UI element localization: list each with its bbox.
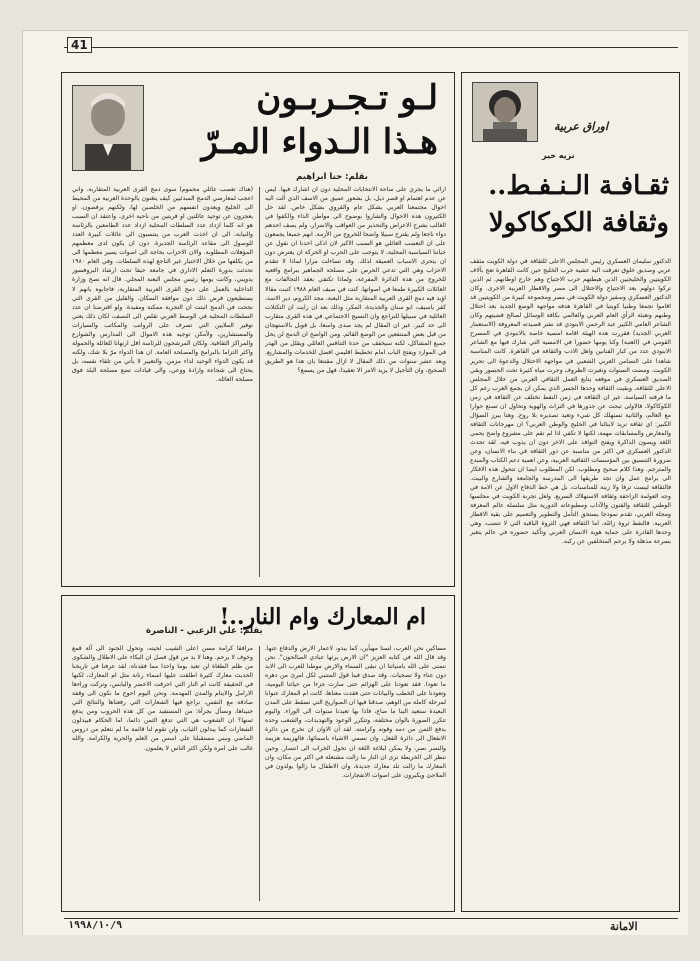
top-article-col-left: (هناك تعصب عائلي محموم) سوى دمج القرى العربية المتقاربة. واني اعجب لمعارضي الدمج المبدئيين كيف يتغنون بالوحدة العربية من المحيط الى الخليج ويعدون انفسهم من الخلصين لها، ولكنهم يرفضون، او يعجزون عن توحيد عائلتين او قريتين من ناحية اخرى. واعتقد ان السبب هو انه كلما ازداد عدد السلطات المحلية ازداد عدد الطامعين بالرئاسة والنيابة، الى ان اخذت العرب من ينتسبون الى عائلات كبيرة العدد للوصول الى مقاعد الرئاسة الجديرة. دون ان يكون لدى معظمهم المؤهلات المطلوبة. والان الاحزاب بحاجة الى اصوات يسير معظمها الى من يكلفها من خلال الاختيار غير الناجع لهذه السلطات. وفي العام ١٩٨٠ تحدثت بدورة التعلم الاداري في جامعة حيفا تحت ارشاد البروفسور يدويني، وكانت يومها رئيس مجلس البعنة المحلي. قال انه نصح وزارة الداخلية بالعمل على دمج القرى العربية المتقاربة، فاجابوه بانهم لا يستطيعون فرض ذلك دون موافقة السكان. والقليل من القرى التي نجحت في الدمج اثبتت ان التجربة ممكنة ومفيدة. ولو افترضنا ان عدد السلطات المحلية في الوسط العربي تقلص الى النصف، لكان ذلك يعني توفير الملايين التي تصرف على الرواتب والمكاتب والسيارات والمستشارين، ولأمكن توجيه هذه الاموال الى المدارس والشوارع والمراكز الثقافية. ولكان المرشحون للرئاسة اقل ارتهانا للعائلة والحمولة واكثر التزاما بالبرامج والمصلحة العامة. ان هذا الدواء مرّ بلا شك، ولكنه قد يكون الدواء الوحيد لداء مزمن. والتغيير لا يأتي من تلقاء نفسه، بل يحتاج الى شجاعة وارادة ووعي، والى قيادات تضع مصلحة البلد فوق مصلحة العائلة. xyxy=(72,186,253,383)
column-divider xyxy=(259,187,260,577)
top-article-col-right: ارائي ما يجري على ساحة الانتخابات المحلية دون ان اشارك فيها. ليس عن عدم اهتمام او قصر ذيل، بل بشعور عميق من الاسف الذي آلت اليه احوال مجتمعنا العربي بشكل عام والقروي بشكل خاص. لقد حل الكثيرون هذه الاحوال والشاروا بوضوح الى مواطن الداء والكفوا في الغالب بشرح الاعراض والتحذير من العواقب والاضرار، ولم يصف احدهم دواء ناجعا ولم يقترح سبيلا واضحا للخروج من الأزمة. انهم جميعا يجمعون على ان التعصب العائلي هو السبب الاكبر لان اذكى احدنا ان نقول عن حياتنا السياسية المحلية، لا يتوجب على الحزب او الحركة ان يعترض دون ان يتحرى الاسباب العميقة لذلك. وقد تساءلت مرارا لماذا لا تتقدم الاحزاب وهي التي تدعي الحرص على مصلحة الجماهير ببرامج واقعية للخروج من هذه الدائرة المفرغة، ولماذا تكتفي بعقد التحالفات مع العائلات الكبيرة طمعا في اصواتها. كنت في صيف العام ١٩٨٨ كتبت مقالا اؤيد فيه دمج القرى العربية المتقاربة مثل البعنة، مجد الكروم، دير الاسد، كفر ياسيف، ابو سنان والجديدة، المكر، وذلك بعد ان رايت ان التكتلات العائلية في سبيلها للتراجع وان النسيج الاجتماعي في هذه القرى متقارب الى حد كبير. غير ان المقال لم يجد صدى واسعا، بل قوبل بالاستهجان من قبل بعض المنتفعين من الوضع القائم. ومن الواضح ان الدمج لن يحل جميع المشاكل، لكنه سيخفف من حدة التنافس العائلي ويقلل من الهدر في الموارد ويفتح الباب امام تخطيط اقليمي افضل للخدمات والمشاريع. وبعد عشر سنوات من ذلك المقال لا ازال مقتنعا بان هذا هو الطريق الصحيح، وان التأجيل لا يزيد الامر الا تعقيدا، فهل من يسمع؟ xyxy=(265,186,446,374)
portrait-icon xyxy=(73,86,143,170)
column-author: نزيه خير xyxy=(542,151,575,160)
section-label: اوراق عربية xyxy=(554,120,609,133)
top-headline-line2: هـذا الـدواء المـرّ xyxy=(201,122,438,162)
author-photo-right xyxy=(472,82,538,142)
column-article-box xyxy=(461,72,680,912)
bottom-article-col-left: مرافقا كرامة مسن اعلى الشيب لحيته، وتحول الجنود الى آلة قمع وخوف لا يرحم. وهنا لا بد من قول فصل ان البكاء على الاطلال والشكوى من ظلم الطغاة لن تعيد يوما واحدا مما فقدناه. لقد عرفنا في تاريخنا الحديث معارك كثيرة اطلقت عليها اسماء رنانة مثل ام المعارك، لكنها في الحقيقة كانت ام النار التي احرقت الاخضر واليابس، وتركت وراءها الارامل والايتام والمدن المهدمة. ونحن اليوم احوج ما نكون الى وقفة صادقة مع النفس، نراجع فيها الشعارات التي رفعناها والنتائج التي جنيناها، ونسأل بجرأة: من المستفيد من كل هذه الحروب ومن يدفع ثمنها؟ ان الشعوب هي التي تدفع الثمن دائما، اما الحكام فيبدلون الشعارات كما يبدلون الثياب. ولن تقوم لنا قائمة ما لم نتعلم من دروس الماضي ونبني مستقبلنا على اسس من العلم والحرية والكرامة. والله غالب على امره ولكن اكثر الناس لا يعلمون. xyxy=(72,645,253,752)
top-byline: بقلم: حنا ابراهيم xyxy=(296,172,368,182)
top-headline-line1: لـو تـجـربـون xyxy=(256,78,438,118)
issue-date: ١٩٩٨/١٠/٩ xyxy=(68,920,123,931)
bottom-headline: ام المعارك وام النار..! xyxy=(219,604,426,630)
bottom-byline: بقلم: علي الزعبي - الناصرة xyxy=(146,626,263,636)
publication-logo: الامانة xyxy=(610,920,638,933)
bottom-article-col-right: مساكين نحن العرب، لسنا مهيأين، كما يبدو، لاعمار الارض والدفاع عنها. وقد قال الله في كتابه العزيز "ان الارض يرثها عبادي الصالحون". نحن نتمنى على الله بامنياتنا ان تبقى السماء والارض موطنا للعرب الى الابد دون عناء ولا تضحيات. وقد صدق فينا قول المتنبي لكل امرئ من دهره ما تعودا. فقد تعودنا على الهزائم حتى صارت جزءا من حياتنا اليومية، وتعودنا على الخطب والبيانات حتى فقدت معناها. كانت ام المعارك عنوانا لمرحلة كاملة من الوهم، صدقنا فيها ان الصواريخ التي تسقط على المدن البعيدة ستعيد الينا ما ضاع، فاذا بها تعيدنا سنوات الى الوراء. واليوم تتكرر الصورة بالوان مختلفة، وتتكرر الوعود والتهديدات، والشعب وحده يدفع الثمن من دمه وقوته وكرامته. لقد آن الاوان ان نخرج من دائرة الانفعال الى دائرة الفعل، وان نسمي الاشياء باسمائها، فالهزيمة هزيمة والنصر نصر، ولا يمكن لبلاغة اللغة ان تحول الخراب الى انتصار. وحين ننظر الى الخريطة نرى ان النار ما زالت مشتعلة في اكثر من مكان، وان المعارك ما زالت تلد معارك جديدة، وان الاطفال ما زالوا يولدون في الملاجئ ويكبرون على اصوات الانفجارات. xyxy=(265,645,446,779)
top-rule xyxy=(64,47,678,48)
author-photo-top xyxy=(72,85,144,171)
page-number: 41 xyxy=(67,37,92,53)
top-article-box xyxy=(61,72,455,587)
portrait-icon xyxy=(473,83,537,141)
column-body: الدكتور سليمان العسكري رئيس المجلس الاعلى للثقافة في دولة الكويت مثقف عربي وصديق خلوق تعرفت اليه عشية حرب الخليج حين كانت القاهرة تعج بآلاف الكويتيين والخليجيين الذين هبطتهم حرب الاجتياح وهم خارج اوطانهم. ثم الذين تركوا دولهم بعد الاجتياح والاحتلال الى مصر والاقطار العربية الاخرى. وكان الدكتور العسكري وسفير دولة الكويت في مصر ومجموعة كبيرة من الكويتيين قد اقاموا تجمعا وطنيا كويتيا في القاهرة هدفه مواجهة الوضع الجديد بعد احتلال وطنهم وتعبئة الرأي العام العربي والعالمي بكافة الوسائل لصالح قضيتهم وكان الشاعر العامي الكبير عبد الرحمن الابنودي قد نشر قصيدته المعروفة (الاستعمار العربي الجديد) فقررت هذه الهيئة اقامة امسية خاصة بالابنودي في المسرح القومي في (العتبة) وكنا يومها حضورا في الامسية التي شارك فيها مع الشاعر الابنودي عدد من كبار الفنانين واهل الادب والثقافة في القاهرة. كانت المناسبة شاهدا على التضامن العربي الشعبي في مواجهة الاحتلال والدعوة الى تحرير الكويت. ومضت السنوات وتغيرت الظروف وجرت مياه كثيرة تحت الجسور وبقي الصديق العسكري في موقعه يتابع العمل الثقافي العربي من خلال المجلس الاعلى للثقافة، وبقيت الثقافة وحدها الجسر الذي يمكن ان يجمع العرب رغم كل ما فرقته السياسة. غير ان الثقافة في زمن النفط تختلف عن الثقافة في زمن الكوكاكولا، فالاولى تبحث عن جذورها في التراث والهوية وتحاول ان تصنع حوارا مع العالم، والثانية تستهلك كل شيء وتعيد تصديره بلا روح. وهنا يبرز السؤال الكبير: اي ثقافة نريد لابنائنا في الخليج والوطن العربي؟ ان مهرجانات الثقافة والمعارض والمسابقات مهمة، لكنها لا تكفي اذا لم تقم على مشروع واضح يحمي اللغة ويصون الذاكرة ويفتح النوافذ على الاخر دون ان يذوب فيه. لقد تحدث الدكتور العسكري في اكثر من مناسبة عن دور الثقافة في بناء الانسان، وعن ضرورة التنسيق بين المؤسسات الثقافية العربية، وعن اهمية دعم الكتاب والمبدع والمترجم. وهذا كلام صحيح ومطلوب. لكن المطلوب ايضا ان تتحول هذه الافكار الى برامج عمل وان تجد طريقها الى المدرسة والجامعة والشارع والبيت. فالثقافة ليست ترفا ولا زينة للمناسبات، بل هي خط الدفاع الاول عن الامة في وجه العولمة الزاحفة وثقافة الاستهلاك السريع. ولعل تجربة الكويت في مجلسها الوطني للثقافة والفنون والآداب ومطبوعاته الدورية مثل سلسلة عالم المعرفة ومجلة العربي، تقدم نموذجا يستحق التأمل والتطوير والتعميم على بقية الاقطار العربية. فالنفط ثروة زائلة، اما الثقافة فهي الثروة الباقية التي لا تنضب، وهي وحدها القادرة على حماية هوية الانسان العربي وتأكيد حضوره في عالم يتغير بسرعة مذهلة ولا يرحم المتخلفين عن ركبه. xyxy=(470,258,671,546)
column-headline-line1: ثقـافـة الـنـفـط.. xyxy=(488,171,669,201)
column-headline-line2: وثقافة الكوكاكولا xyxy=(488,208,669,238)
bottom-rule xyxy=(64,918,678,919)
column-divider xyxy=(259,646,260,901)
bottom-article-box xyxy=(61,595,455,912)
